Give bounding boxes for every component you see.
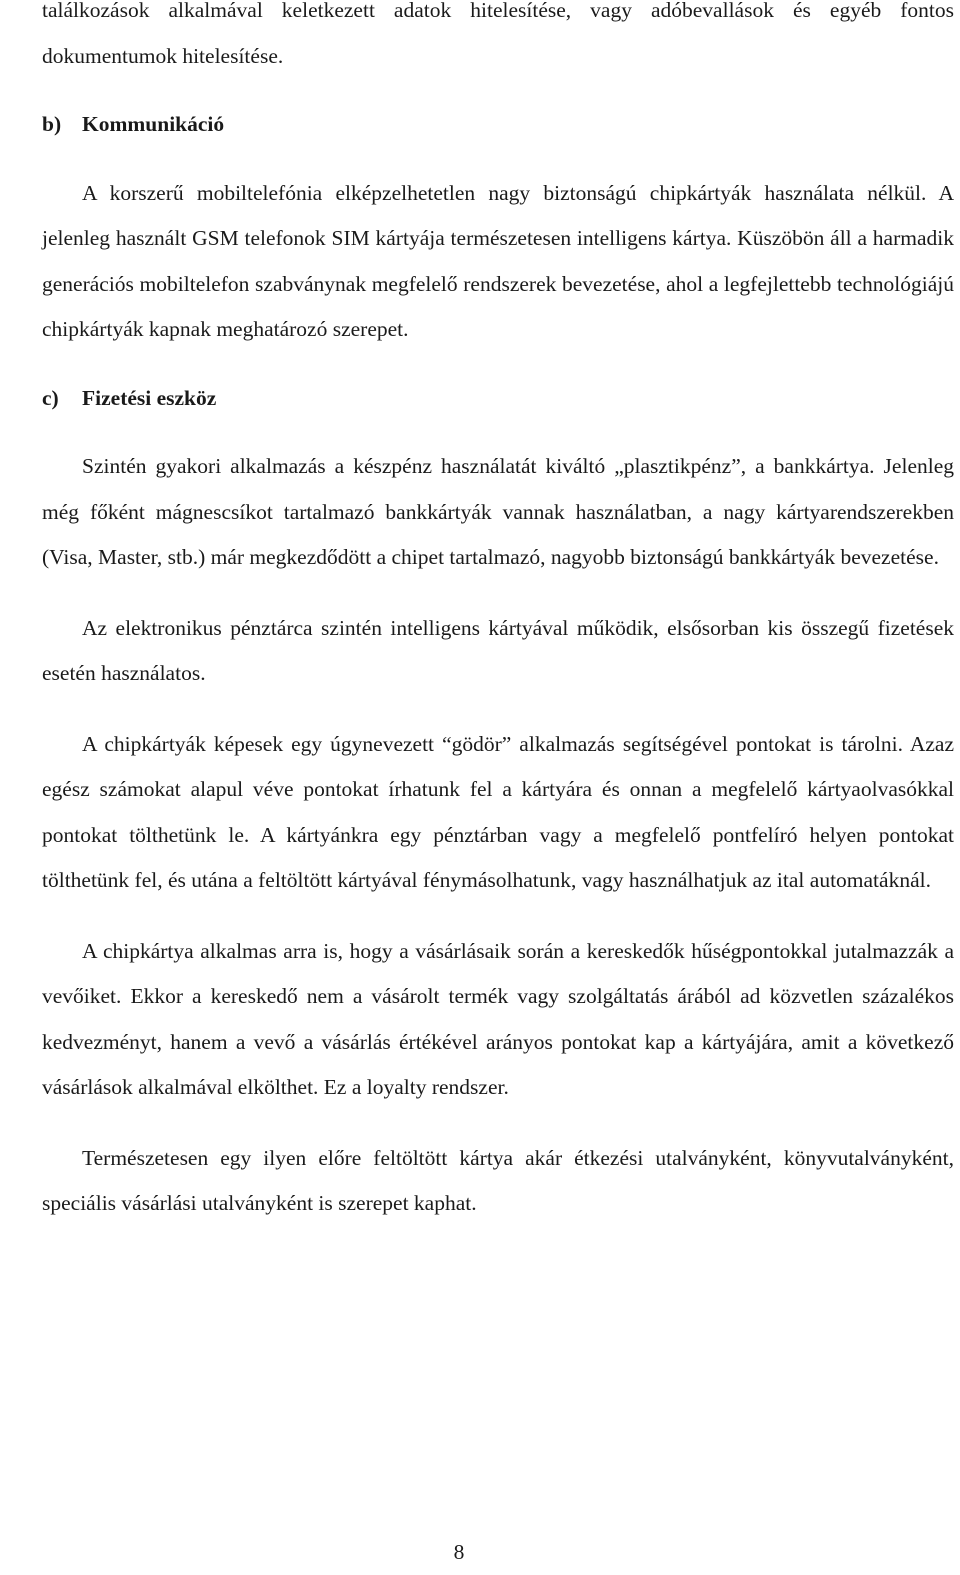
section-title-kommunikacio: Kommunikáció bbox=[82, 112, 225, 136]
paragraph-utalvany: Természetesen egy ilyen előre feltöltött kártya akár étkezési utalványként, könyvutalványként, speciális vásárlási utalványként is szerepet kaphat. bbox=[42, 1145, 954, 1215]
paragraph-bankkartya: Szintén gyakori alkalmazás a készpénz használatát kiváltó „plasztikpénz”, a bankkártya. Jelenleg még főként mágnescsíkot tartalmazó bankkártyák vannak használatban, a nagy kártyarendszerekben (Visa, Master, stb.) már megkezdődött a chipet tartalmazó, nagyobb biztonságú bankkártyák bevezetése. bbox=[42, 454, 954, 569]
section-marker-c: c) bbox=[42, 385, 59, 410]
paragraph-intro: találkozások alkalmával keletkezett adatok hitelesítése, vagy adóbevallások és egyéb fontos dokumentumok hitelesítése. bbox=[42, 0, 954, 68]
paragraph-kommunikacio: A korszerű mobiltelefónia elképzelhetetlen nagy biztonságú chipkártyák használata nélkül. A jelenleg használt GSM telefonok SIM kártyája természetesen intelligens kártya. Küszöbön áll a harmadik generációs mobiltelefon szabványnak megfelelő rendszerek bevezetése, ahol a legfejlettebb technológiájú chipkártyák kapnak meghatározó szerepet. bbox=[42, 180, 954, 341]
section-heading-c bbox=[42, 376, 954, 422]
paragraph-husegpontok: A chipkártya alkalmas arra is, hogy a vásárlásaik során a kereskedők hűségpontokkal jutalmazzák a vevőiket. Ekkor a kereskedő nem a vásárolt termék vagy szolgáltatás árából ad közvetlen százalékos kedvezményt, hanem a vevő a vásárlás értékével arányos pontokat kap a kártyájára, amit a következő vásárlások alkalmával elkölthet. Ez a loyalty rendszer. bbox=[42, 938, 954, 1099]
document-page bbox=[42, 0, 954, 1227]
paragraph-pontok: A chipkártyák képesek egy úgynevezett “gödör” alkalmazás segítségével pontokat is tárolni. Azaz egész számokat alapul véve pontokat írhatunk fel a kártyára és onnan a megfelelő kártyaolvasókkal pontokat tölthetünk le. A kártyánkra egy pénztárban vagy a megfelelő pontfelíró helyen pontokat tölthetünk fel, és utána a feltöltött kártyával fénymásolhatunk, vagy használhatjuk az ital automatáknál. bbox=[42, 731, 954, 892]
page-number: 8 bbox=[453, 1540, 465, 1564]
section-heading-b bbox=[42, 102, 954, 148]
section-title-fizetesi-eszkoz: Fizetési eszköz bbox=[82, 385, 217, 410]
section-marker-b: b) bbox=[42, 112, 62, 136]
paragraph-penztarca: Az elektronikus pénztárca szintén intelligens kártyával működik, elsősorban kis összegű fizetések esetén használatos. bbox=[42, 615, 954, 685]
